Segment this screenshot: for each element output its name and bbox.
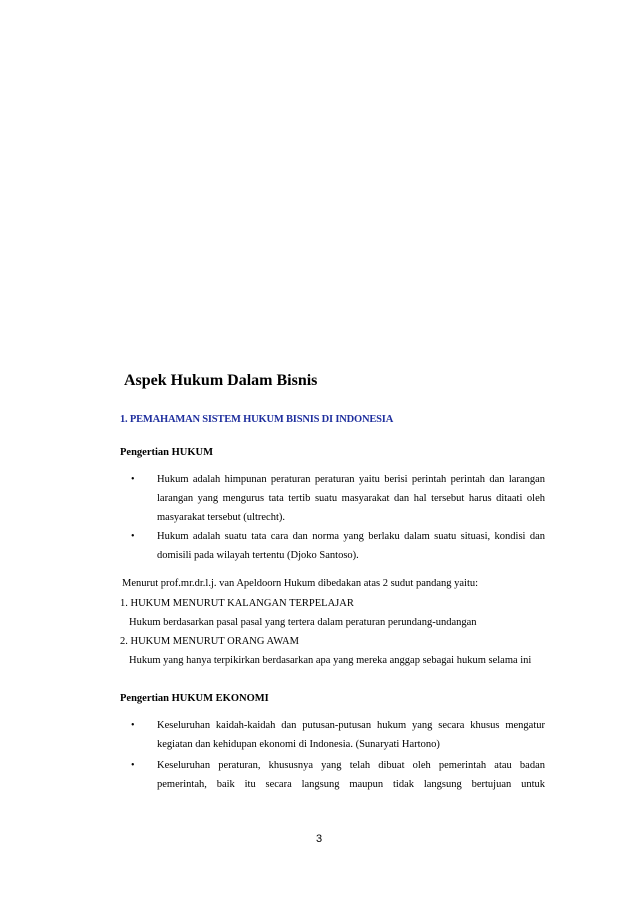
- bullet-line: kegiatan dan kehidupan ekonomi di Indonesia. (Sunaryati Hartono): [157, 739, 440, 750]
- bullet-line: masyarakat tersebut (ultrecht).: [157, 512, 285, 523]
- point2-text: Hukum yang hanya terpikirkan berdasarkan apa yang mereka anggap sebagai hukum selama ini: [129, 655, 532, 666]
- bullet-line: Keseluruhan kaidah-kaidah dan putusan-putusan hukum yang secara khusus mengatur: [157, 720, 545, 731]
- page-number: 3: [316, 833, 323, 845]
- bullet-item: [157, 716, 545, 754]
- apeldoorn-intro: Menurut prof.mr.dr.l.j. van Apeldoorn Hukum dibedakan atas 2 sudut pandang yaitu:: [122, 578, 479, 589]
- bullet-item: [157, 527, 545, 565]
- point2-heading: 2. HUKUM MENURUT ORANG AWAM: [120, 636, 299, 647]
- bullet-line: larangan yang mengurus tata tertib suatu masyarakat dan hal tersebut harus ditaati oleh: [157, 493, 545, 504]
- bullet-line: Hukum adalah himpunan peraturan peraturan yaitu berisi perintah perintah dan larangan: [157, 474, 545, 485]
- bullet-marker: •: [131, 531, 135, 542]
- point1-heading: 1. HUKUM MENURUT KALANGAN TERPELAJAR: [120, 598, 354, 609]
- bullet-line: Hukum adalah suatu tata cara dan norma yang berlaku dalam suatu situasi, kondisi dan: [157, 531, 545, 542]
- point1-text: Hukum berdasarkan pasal pasal yang tertera dalam peraturan perundang-undangan: [129, 617, 477, 628]
- document-title: Aspek Hukum Dalam Bisnis: [124, 372, 318, 389]
- subheading-pengertian-hukum: Pengertian HUKUM: [120, 447, 214, 458]
- section-heading: 1. PEMAHAMAN SISTEM HUKUM BISNIS DI INDONESIA: [120, 414, 394, 425]
- bullet-marker: •: [131, 474, 135, 485]
- bullet-line: Keseluruhan peraturan, khususnya yang telah dibuat oleh pemerintah atau badan: [157, 760, 545, 771]
- bullet-item: [157, 470, 545, 527]
- bullet-line: domisili pada wilayah tertentu (Djoko Santoso).: [157, 550, 359, 561]
- bullet-marker: •: [131, 720, 135, 731]
- bullet-item: [157, 756, 545, 794]
- subheading-hukum-ekonomi: Pengertian HUKUM EKONOMI: [120, 693, 269, 704]
- bullet-line: pemerintah, baik itu secara langsung maupun tidak langsung bertujuan untuk: [157, 779, 545, 790]
- bullet-marker: •: [131, 760, 135, 771]
